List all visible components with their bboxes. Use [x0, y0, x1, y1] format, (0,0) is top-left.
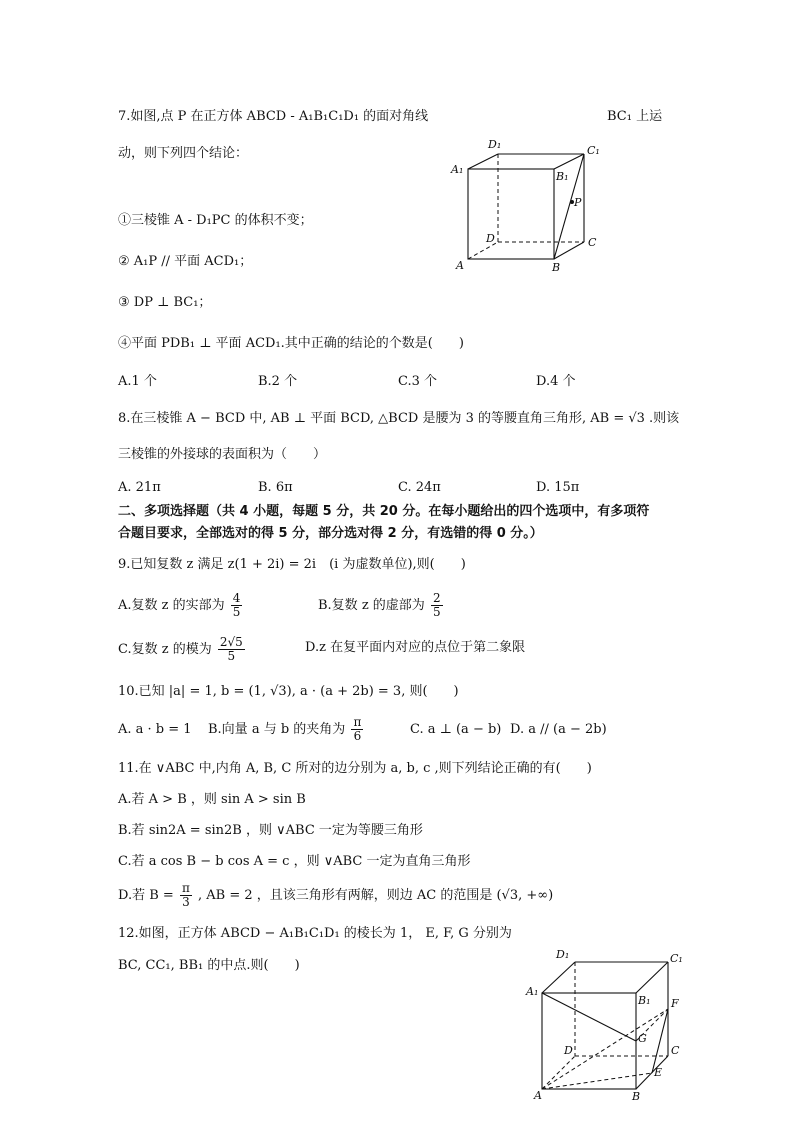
q8-option-a: A. 21π: [118, 480, 161, 495]
section2-heading-line2: 合题目要求，全部选对的得 5 分，部分选对得 2 分，有选错的得 0 分。）: [118, 526, 543, 541]
section2-heading-line1: 二、多项选择题（共 4 小题，每题 5 分，共 20 分。在每小题给出的四个选项中，有多项符: [118, 504, 650, 519]
q9-option-c-fraction: $\frac{2√5}{5}$: [219, 635, 243, 663]
q12-line-a1g: [542, 993, 636, 1041]
q9-option-b-fraction: $\frac{2}{5}$: [432, 591, 441, 619]
q7-line1: 7.如图,点 P 在正方体 ABCD - A₁B₁C₁D₁ 的面对角线: [118, 109, 429, 124]
q12-line-ef: [652, 1009, 668, 1073]
q7-label-p: P: [574, 196, 582, 209]
q10-option-b-text: B.向量 a 与 b 的夹角为: [208, 722, 346, 737]
q12-label-c1: C₁: [670, 952, 683, 965]
q9-option-d: D.z 在复平面内对应的点位于第二象限: [305, 640, 526, 655]
q7-statement-4: ④平面 PDB₁ ⊥ 平面 ACD₁.其中正确的结论的个数是( ): [118, 336, 464, 351]
q10-option-c: C. a ⊥ (a − b): [410, 722, 502, 737]
q12-label-c: C: [671, 1044, 680, 1057]
q7-option-a: A.1 个: [118, 374, 157, 389]
q7-line1-right: BC₁ 上运: [607, 109, 663, 124]
q11-line1: 11.在 ∨ABC 中,内角 A, B, C 所对的边分别为 a, b, c ,则下列结论正确的有( ): [118, 761, 592, 776]
q12-label-d: D: [564, 1044, 573, 1057]
q9-option-b-text: B.复数 z 的虚部为: [318, 598, 425, 613]
q11-option-d-text-post: , AB = 2 ，且该三角形有两解，则边 AC 的范围是 (√3, +∞): [197, 888, 554, 903]
q12-label-a1: A₁: [526, 985, 539, 998]
q12-cube-front-face: [542, 993, 636, 1089]
q12-label-d1: D₁: [556, 948, 570, 961]
q7-label-d1: D₁: [488, 138, 502, 151]
q7-statement-1: ①三棱锥 A - D₁PC 的体积不变；: [118, 213, 313, 228]
q7-label-b: B: [552, 261, 561, 274]
q7-option-b: B.2 个: [258, 374, 298, 389]
q11-option-d-fraction: $\frac{\pi}{3}$: [181, 881, 190, 909]
q12-label-a: A: [534, 1089, 542, 1102]
q7-cube-figure: [448, 136, 608, 276]
q8-option-d: D. 15π: [536, 480, 580, 495]
q7-option-d: D.4 个: [536, 374, 576, 389]
q11-option-c: C.若 a cos B − b cos A = c ，则 ∨ABC 一定为直角三角形: [118, 854, 471, 869]
q7-cube-front-face: [468, 169, 554, 259]
q9-option-a: [118, 592, 244, 619]
q7-option-c: C.3 个: [398, 374, 438, 389]
q12-label-e: E: [654, 1066, 663, 1079]
q10-option-b: [208, 716, 365, 743]
q10-option-b-fraction: $\frac{\pi}{6}$: [353, 715, 362, 743]
q12-label-b1: B₁: [638, 994, 651, 1007]
q9-option-c-text: C.复数 z 的模为: [118, 642, 212, 657]
q9-option-a-fraction: $\frac{4}{5}$: [232, 591, 241, 619]
q8-option-b: B. 6π: [258, 480, 293, 495]
q11-option-b: B.若 sin2A = sin2B ，则 ∨ABC 一定为等腰三角形: [118, 823, 423, 838]
q7-label-d: D: [486, 232, 495, 245]
q12-label-b: B: [632, 1090, 641, 1103]
q12-label-f: F: [671, 997, 679, 1010]
q7-label-b1: B₁: [556, 170, 569, 183]
q8-line1: 8.在三棱锥 A − BCD 中, AB ⊥ 平面 BCD, △BCD 是腰为 3 的等腰直角三角形, AB = √3 .则该: [118, 411, 680, 426]
q11-option-a: A.若 A > B ，则 sin A > sin B: [118, 792, 306, 807]
q10-line1: 10.已知 |a| = 1, b = (1, √3), a · (a + 2b) = 3, 则( ): [118, 684, 459, 699]
q7-statement-3: ③ DP ⊥ BC₁；: [118, 295, 212, 310]
q11-option-d: [118, 882, 553, 909]
q7-label-c1: C₁: [587, 144, 600, 157]
q12-line2: BC, CC₁, BB₁ 的中点.则( ): [118, 958, 300, 973]
q12-line1: 12.如图，正方体 ABCD − A₁B₁C₁D₁ 的棱长为 1， E, F, G 分别为: [118, 926, 512, 941]
q10-option-d: D. a // (a − 2b): [510, 722, 607, 737]
q7-statement-2: ② A₁P // 平面 ACD₁；: [118, 254, 253, 269]
q10-option-a: A. a · b = 1: [118, 722, 192, 737]
q7-label-a1: A₁: [451, 163, 464, 176]
q12-cube-figure: [524, 944, 694, 1104]
q11-option-d-text-pre: D.若 B =: [118, 888, 174, 903]
q8-line2: 三棱锥的外接球的表面积为（ ）: [118, 447, 327, 462]
q7-label-a: A: [456, 259, 464, 272]
q9-option-c: [118, 636, 247, 663]
q7-line2: 动，则下列四个结论：: [118, 146, 249, 161]
q9-option-a-text: A.复数 z 的实部为: [118, 598, 225, 613]
q9-option-b: [318, 592, 445, 619]
q8-option-c: C. 24π: [398, 480, 441, 495]
q9-line1: 9.已知复数 z 满足 z(1 + 2i) = 2i (i 为虚数单位),则( ): [118, 557, 466, 572]
q12-label-g: G: [638, 1032, 647, 1045]
q7-label-c: C: [588, 236, 597, 249]
